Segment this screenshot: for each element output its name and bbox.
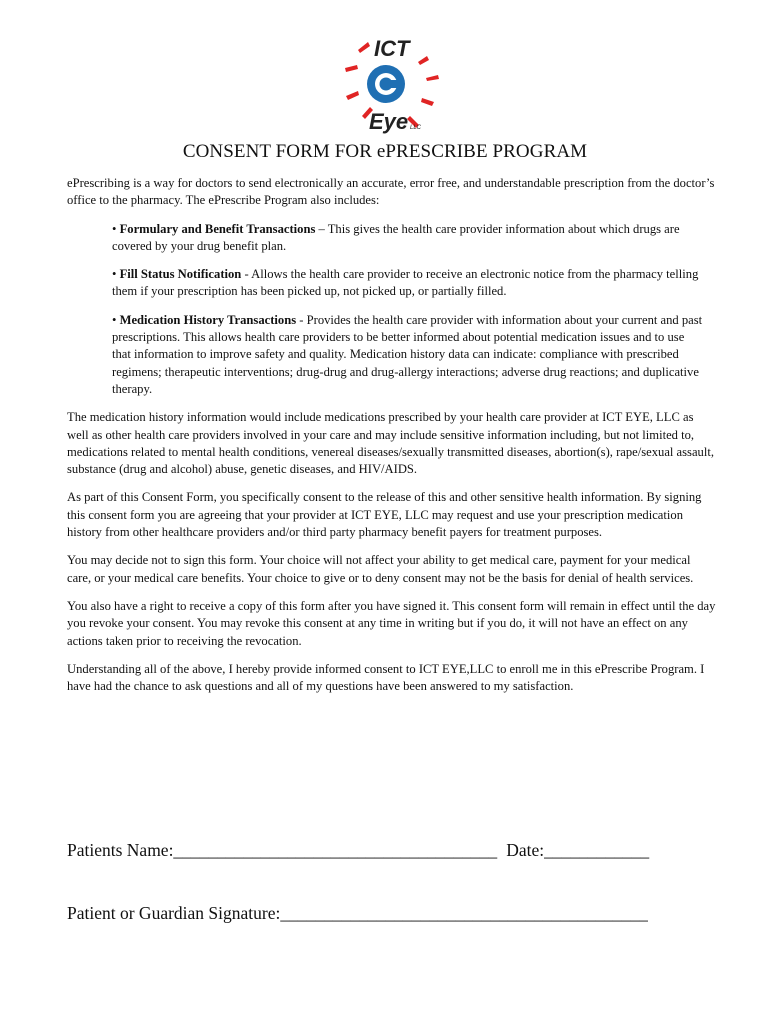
intro-paragraph: ePrescribing is a way for doctors to send electronically an accurate, error free, and understandable prescription from the doctor’s office to the pharmacy. The ePrescribe Program also includes:	[67, 176, 715, 208]
patient-name-line[interactable]	[67, 840, 649, 861]
bullet-fill-status	[112, 266, 704, 301]
paragraph-informed-consent: Understanding all of the above, I hereby provide informed consent to ICT EYE,LLC to enroll me in this ePrescribe Program. I have had the chance to ask questions and all of my questions have been answered to my satisfaction.	[67, 661, 705, 694]
patient-name-field[interactable]: Patients Name:_____________________________________	[67, 840, 498, 860]
logo-text-eye: Eye	[369, 109, 409, 134]
bullet-medication-history	[112, 312, 704, 398]
guardian-signature-field[interactable]: Patient or Guardian Signature:__________________________________________	[67, 903, 648, 923]
bullet-heading: Formulary and Benefit Transactions	[119, 221, 316, 236]
bullet-text: - Provides the health care provider with information about your current and past prescriptions. This allows health care providers to be better informed about potential medication issues and to use that information to improve safety and quality. Medication history data can indicate: compliance with prescribed regimens; therapeutic interventions; drug-drug and drug-allergy interactions; adverse drug reactions; and duplicative therapy.	[112, 312, 703, 396]
bullet-text: – This gives the health care provider information about which drugs are covered by your drug benefit plan.	[112, 221, 680, 253]
form-body	[67, 175, 717, 706]
bullet-formulary	[112, 221, 704, 256]
bullet-text: - Allows the health care provider to receive an electronic notice from the pharmacy telling them if your prescription has been picked up, not picked up, or partially filled.	[112, 267, 699, 299]
page-title: CONSENT FORM FOR ePRESCRIBE PROGRAM	[182, 141, 588, 162]
bullet-marker: •	[112, 267, 117, 282]
paragraph-consent-release: As part of this Consent Form, you specifically consent to the release of this and other sensitive health information. By signing this consent form you are agreeing that your provider at ICT EYE, LLC may request and use your prescription medication history from other healthcare providers and/or third party pharmacy benefit payers for treatment purposes.	[67, 490, 702, 540]
bullet-heading: Fill Status Notification	[119, 267, 242, 282]
logo-text-ict: ICT	[374, 36, 410, 61]
bullet-marker: •	[112, 312, 117, 327]
paragraph-right-to-decline: You may decide not to sign this form. Your choice will not affect your ability to get medical care, payment for your medical care, or your medical care benefits. Your choice to give or to deny consent may not be the basis for denial of health services.	[67, 553, 694, 585]
ict-eye-logo	[326, 32, 446, 136]
date-field[interactable]: Date:____________	[506, 840, 650, 860]
logo-text-llc: LLC	[410, 125, 422, 131]
bullet-marker: •	[112, 221, 117, 236]
paragraph-revocation: You also have a right to receive a copy of this form after you have signed it. This consent form will remain in effect until the day you revoke your consent. You may revoke this consent at any time in writing but if you do, it will not have an effect on any actions taken prior to receiving the revocation.	[67, 598, 716, 648]
bullet-heading: Medication History Transactions	[119, 312, 297, 327]
logo-eye-icon	[367, 65, 405, 103]
paragraph-medication-history-info: The medication history information would include medications prescribed by your health care provider at ICT EYE, LLC as well as other health care providers involved in your care and may include sensitive information including, but not limited to, medications related to mental health conditions, venereal diseases/sexually transmitted diseases, abortion(s), rape/sexual assault, substance (drug and alcohol) abuse, genetic diseases, and HIV/AIDS.	[67, 410, 714, 477]
